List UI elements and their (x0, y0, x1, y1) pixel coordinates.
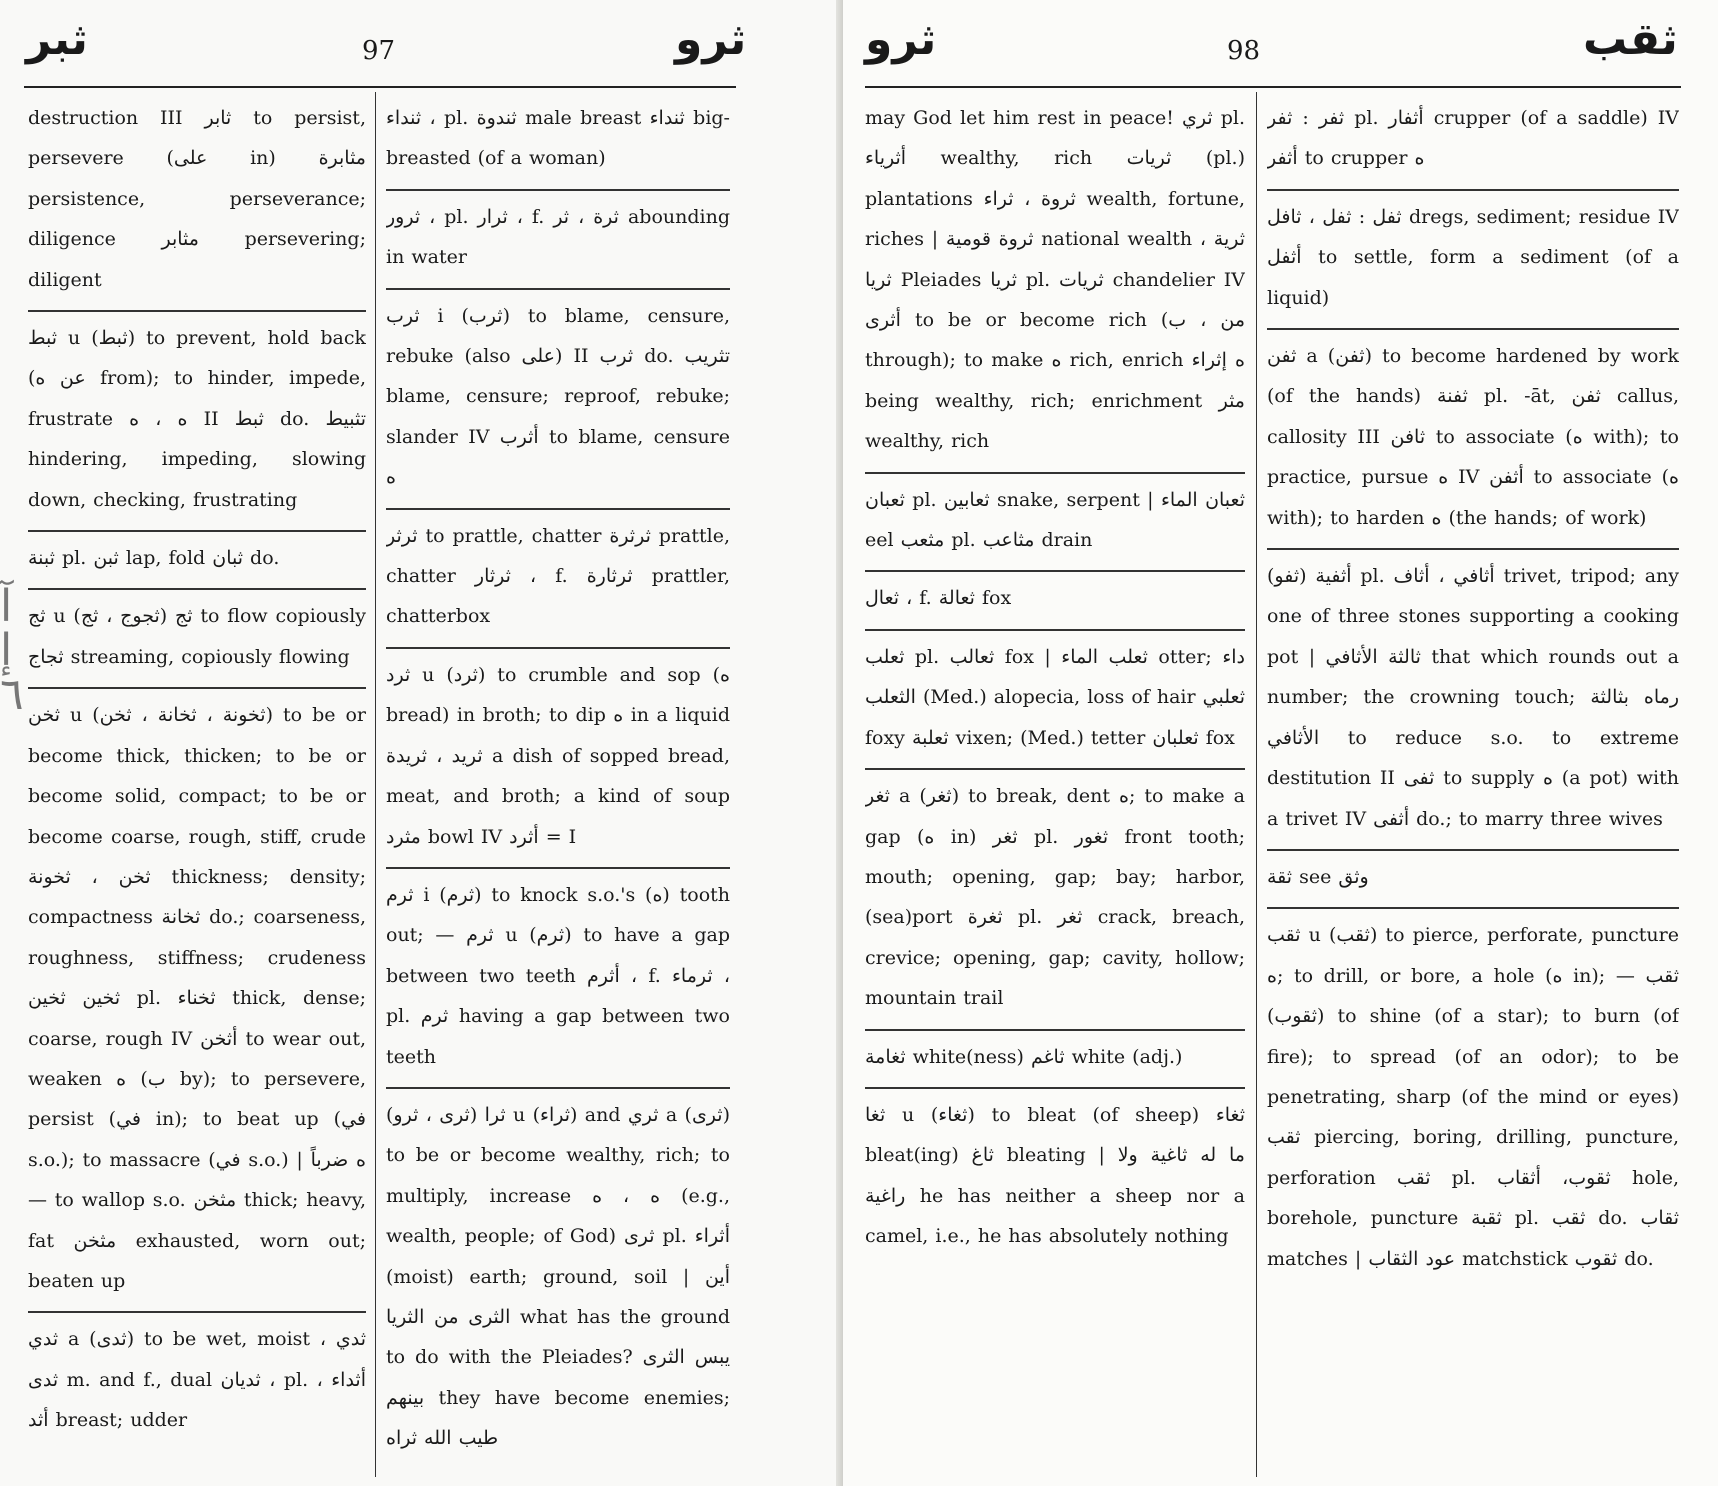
dictionary-entry: destruction III ثابر to persist, persevere (على in) مثابرة persistence, perseverance; diligence مثابر persevering; diligent (28, 92, 366, 312)
dictionary-entry: ثدي a (ثدى) to be wet, moist ثدي ، ثدى m. and f., dual ثديان ، pl. أثداء ، أثد breast; udder (28, 1328, 366, 1432)
dictionary-entry: ثج u (ثجوج ، ثج) ثج to flow copiously ثجاج streaming, copiously flowing (28, 590, 366, 689)
left-header-rule (24, 86, 736, 88)
dictionary-entry: ثرور ، pl. ثرار ، f. ثرة ، ثر abounding in water (386, 191, 730, 290)
dictionary-entry: ثغامة white(ness) ثاغم white (adj.) (865, 1031, 1245, 1089)
dictionary-entry: may God let him rest in peace! ثري pl. أثرياء wealthy, rich ثريات (pl.) plantations ثروة ، ثراء wealth, fortune, riches | ثروة قومية national wealth ثرية ، ثريا Pleiades ثريا pl. ثريات chandelier IV أثرى to be or become rich (من ، ب through); to make ه rich, enrich ه إثراء being wealthy, rich; enrichment مثر wealthy, rich (865, 92, 1245, 474)
right-page-column-1 (865, 92, 1245, 1484)
dictionary-entry: (ثرى ، ثرو) ثرا u (ثراء) and ثري a (ثرى) to be or become wealthy, rich; to multiply, increase ه ، ه (e.g., wealth, people; of God) ثرى pl. أثراء (moist) earth; ground, soil | أين الثرى من الثريا what has the ground to do with the Pleiades? يبس الثرى بينهم they have become enemies; طيب الله ثراه (386, 1103, 730, 1450)
dictionary-entry: ثرد u (ثرد) to crumble and sop (ه bread) in broth; to dip ه in a liquid ثريد ، ثريدة a dish of sopped bread, meat, and broth; a kind of soup مثرد bowl IV أثرد = I (386, 649, 730, 869)
dictionary-entry: ثقب u (ثقب) to pierce, perforate, puncture ه; to drill, or bore, a hole (ه in); — ثقب (ثقوب) to shine (of a star); to burn (of fire); to spread (of an odor); to be penetrating, sharp (of the mind or eyes) ثقب piercing, boring, drilling, puncture, perforation ثقب pl. ثقوب، أثقاب hole, borehole, puncture ثقبة pl. ثقب do. ثقاب matches | عود الثقاب matchstick ثقوب do. (1267, 924, 1679, 1270)
left-page-column-2 (386, 92, 730, 1484)
dictionary-entry: ثبط u (ثبط) to prevent, hold back (عن ه from); to hinder, impede, frustrate ه ، ه II ثبط do. تثبيط hindering, impeding, slowing down, checking, frustrating (28, 312, 366, 532)
dictionary-entry: ثرب i (ثرب) to blame, censure, rebuke (also على) II ثرب do. تثريب blame, censure; reproof, rebuke; slander IV أثرب to blame, censure ه (386, 290, 730, 510)
left-header-word-left: ثبر (26, 14, 88, 65)
left-column-separator (375, 92, 376, 1477)
dictionary-entry: ثعال ، f. ثعالة fox (865, 572, 1245, 630)
dictionary-entry: ثفن a (ثفن) to become hardened by work (of the hands) ثفنة pl. -āt, ثفن callus, callosity III ثافن to associate (ه with); to practice, pursue ه IV أثفن to associate (ه with); to harden ه (the hands; of work) (1267, 330, 1679, 550)
dictionary-entry: ثخن u (ثخونة ، ثخانة ، ثخن) to be or become thick, thicken; to be or become solid, compact; to be or become coarse, rough, stiff, crude ثخن ، ثخونة thickness; density; compactness ثخانة do.; coarseness, roughness, stiffness; crudeness ثخين ثخين pl. ثخناء thick, dense; coarse, rough IV أثخن to wear out, weaken ه (ب by); to persevere, persist (في in); to beat up (في s.o.); to massacre (في s.o.) | ه ضرباً — to wallop s.o. مثخن thick; heavy, fat مثخن exhausted, worn out; beaten up (28, 689, 366, 1313)
dictionary-entry: ثرثر to prattle, chatter ثرثرة prattle, chatter ثرثار ، f. ثرثارة prattler, chatterbox (386, 510, 730, 649)
dictionary-entry: ثفر : ثفر pl. أثفار crupper (of a saddle) IV أثفر to crupper ه (1267, 92, 1679, 191)
dictionary-entry: ثغر a (ثغر) to break, dent ه; to make a gap (ه in) ثغر pl. ثغور front tooth; mouth; opening, gap; bay; harbor, (sea)port ثغرة pl. ثغر crack, breach, crevice; opening, gap; cavity, hollow; mountain trail (865, 770, 1245, 1030)
right-column-separator (1256, 92, 1257, 1477)
left-page-column-1 (28, 92, 366, 1484)
left-page (0, 0, 843, 1486)
right-header-rule (865, 86, 1681, 88)
left-header-word-right: ثرو (675, 14, 747, 65)
left-page-number: 97 (362, 36, 396, 66)
margin-handwritten-marks: آ إ ٦ (0, 581, 24, 720)
right-header-word-right: ثقب (1583, 14, 1678, 65)
dictionary-entry: ثبنة pl. ثبن lap, fold ثبان do. (28, 532, 366, 590)
dictionary-entry: ثقة see وثق (1267, 851, 1679, 909)
right-page-column-2 (1267, 92, 1679, 1484)
dictionary-entry: ثعبان pl. ثعابين snake, serpent | ثعبان الماء eel مثعب pl. مثاعب drain (865, 474, 1245, 573)
dictionary-entry: ثرم i (ثرم) to knock s.o.'s (ه) tooth out; — ثرم u (ثرم) to have a gap between two teeth أثرم ، f. ثرماء ، pl. ثرم having a gap between two teeth (386, 869, 730, 1089)
dictionary-entry: ثفل : ثفل ، ثافل dregs, sediment; residue IV أثفل to settle, form a sediment (of a liquid) (1267, 191, 1679, 330)
dictionary-entry: ثغا u (ثغاء) to bleat (of sheep) ثغاء bleat(ing) ثاغ bleating | ما له ثاغية ولا راغية he has neither a sheep nor a camel, i.e., he has absolutely nothing (865, 1103, 1245, 1248)
right-page (843, 0, 1718, 1486)
dictionary-entry: ثعلب pl. ثعالب fox | ثعلب الماء otter; داء الثعلب (Med.) alopecia, loss of hair ثعلبي foxy ثعلبة vixen; (Med.) tetter ثعلبان fox (865, 631, 1245, 770)
right-page-number: 98 (1227, 36, 1261, 66)
dictionary-entry: ثنداء ، pl. ثندوة male breast ثنداء big-breasted (of a woman) (386, 92, 730, 191)
right-header-word-left: ثرو (865, 14, 937, 65)
dictionary-entry: (ثفو) أثفية pl. أثافي ، أثاف trivet, tripod; any one of three stones supporting a cooking pot | ثالثة الأثافي that which rounds out a number; the crowning touch; رماه بثالثة الأثافي to reduce s.o. to extreme destitution II ثفى to supply ه (a pot) with a trivet IV أثفى do.; to marry three wives (1267, 550, 1679, 851)
